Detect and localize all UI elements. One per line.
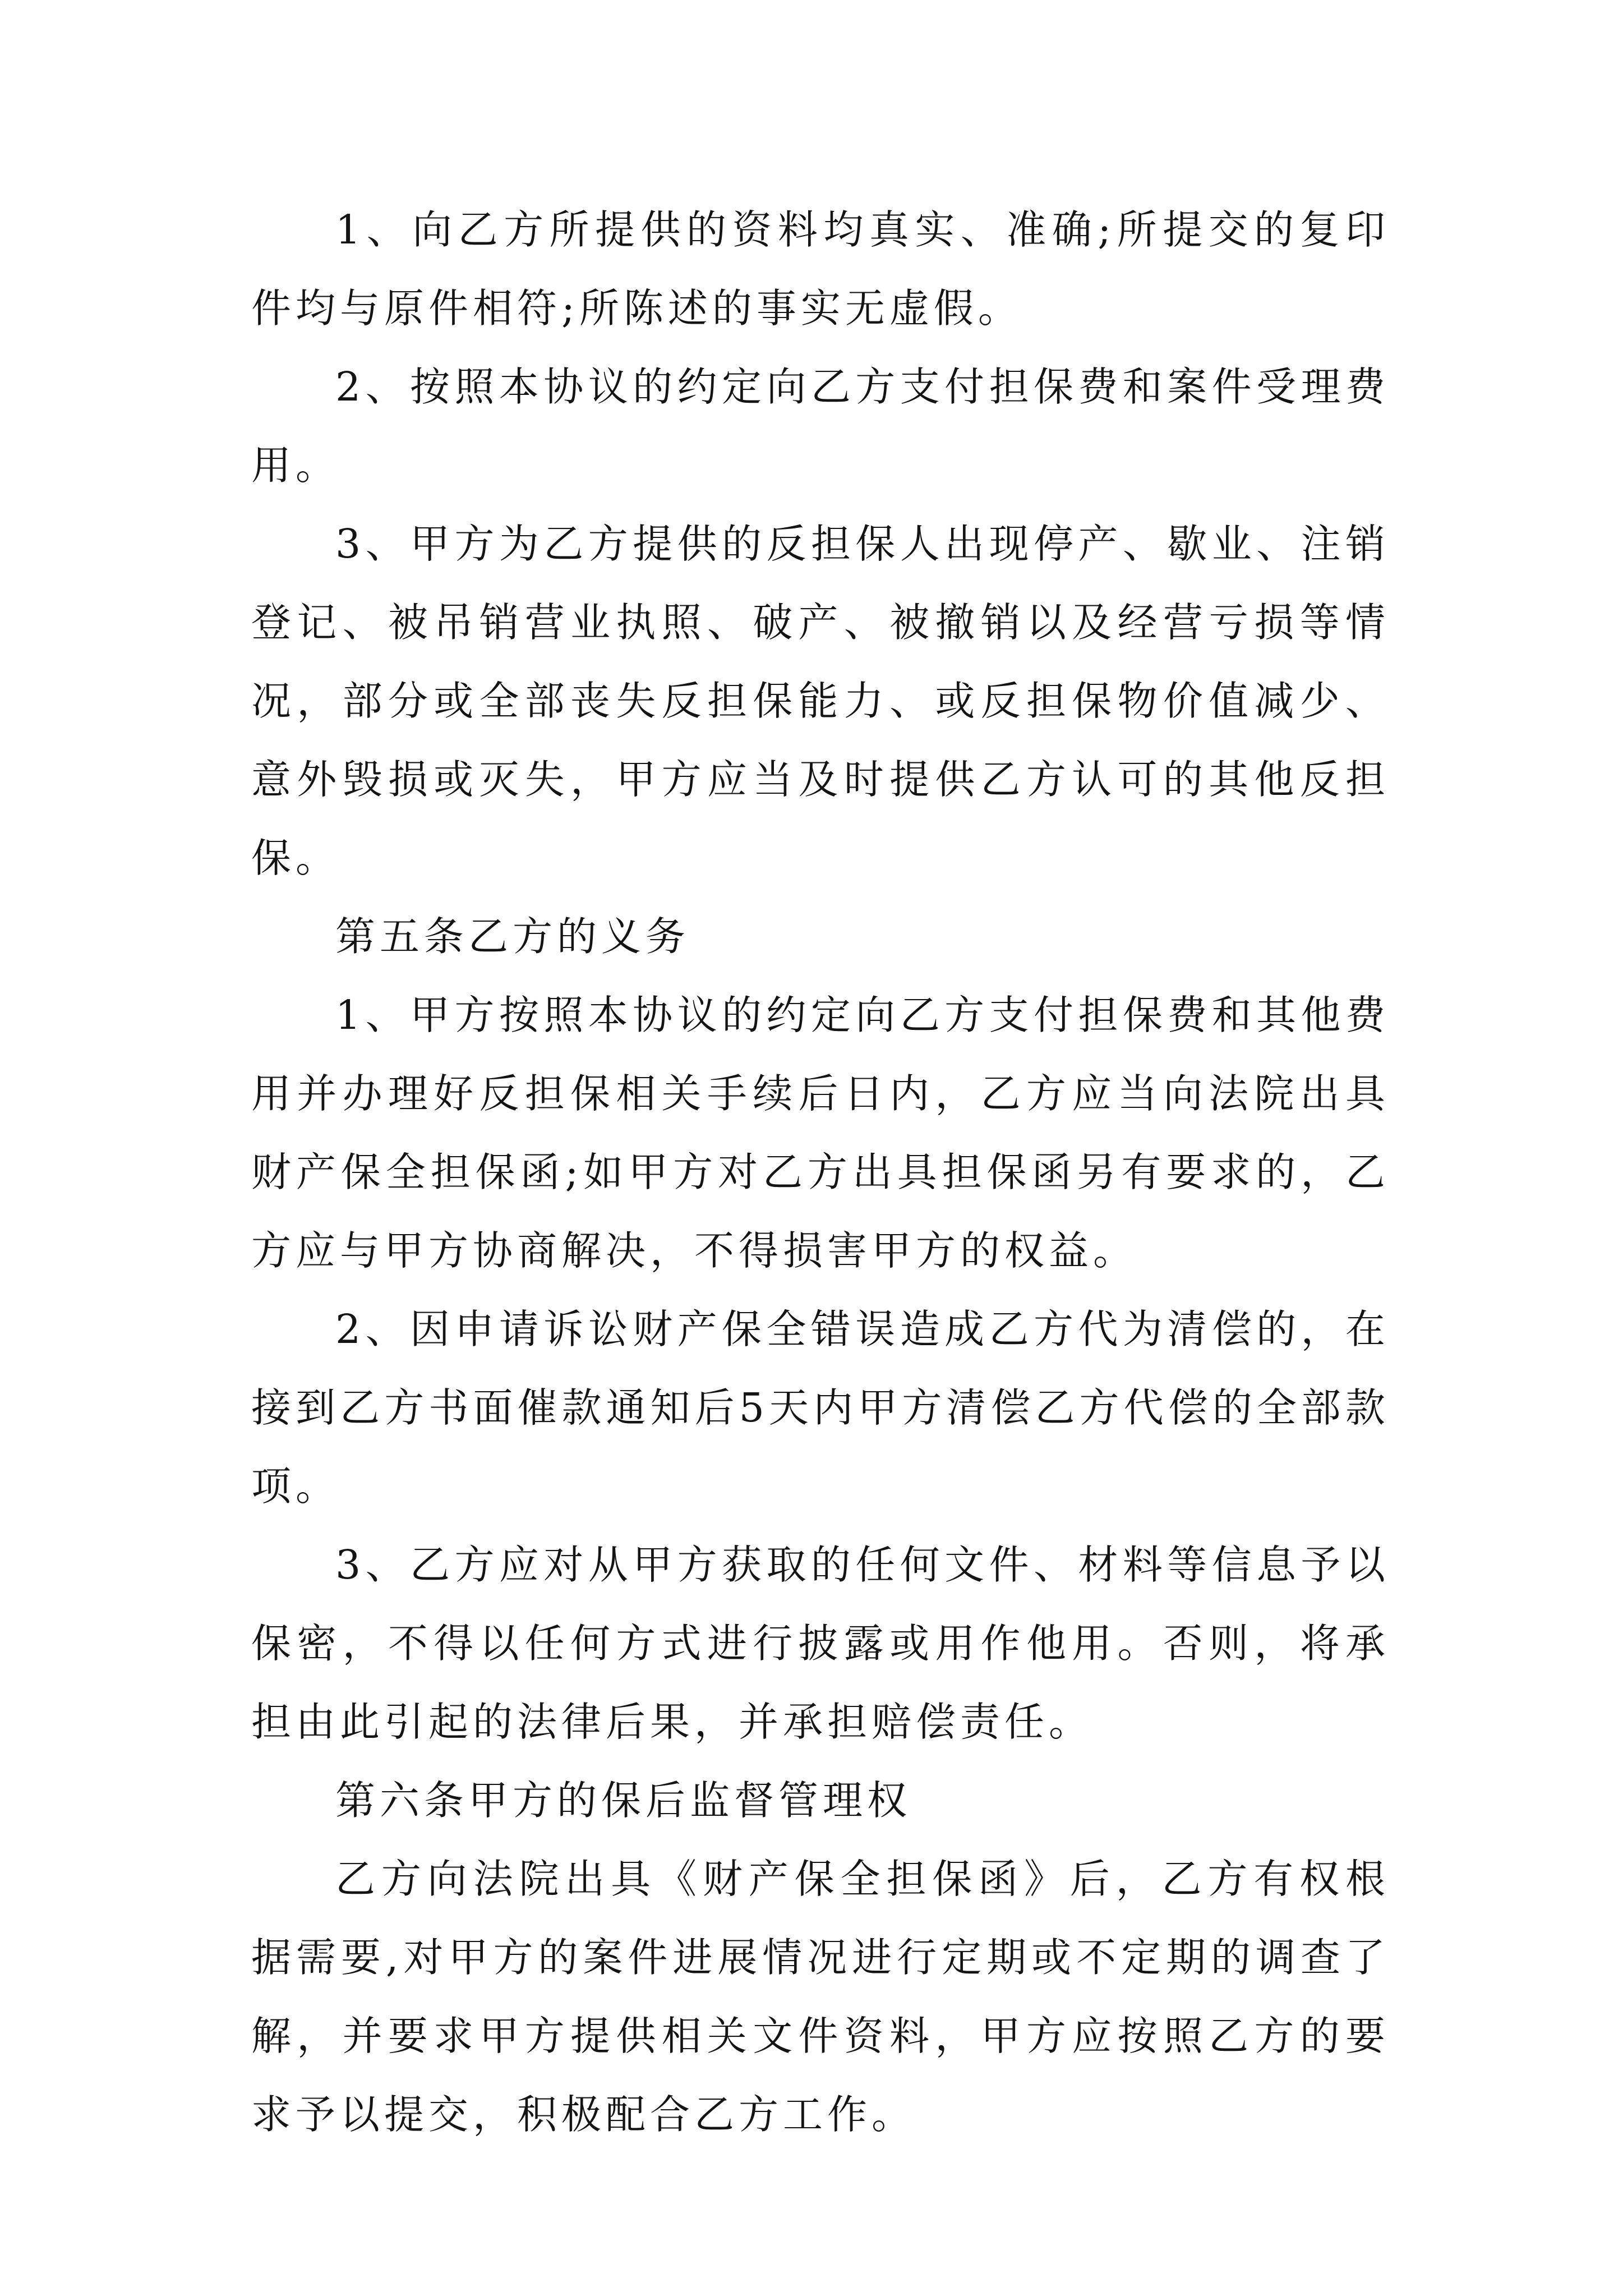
section-heading-article-5: 第五条乙方的义务 bbox=[335, 913, 690, 960]
document-body bbox=[251, 191, 1390, 2154]
paragraph-obligation-1: 1、向乙方所提供的资料均真实、准确;所提交的复印件均与原件相符;所陈述的事实无虚假。 bbox=[251, 206, 1390, 332]
section-heading-article-6: 第六条甲方的保后监督管理权 bbox=[335, 1777, 912, 1824]
paragraph-obligation-3: 3、甲方为乙方提供的反担保人出现停产、歇业、注销登记、被吊销营业执照、破产、被撤销以及经营亏损等情况，部分或全部丧失反担保能力、或反担保物价值减少、意外毁损或灭失，甲方应当及时提供乙方认可的其他反担保。 bbox=[251, 521, 1390, 881]
paragraph-article-5-item-1: 1、甲方按照本协议的约定向乙方支付担保费和其他费用并办理好反担保相关手续后日内，乙方应当向法院出具财产保全担保函;如甲方对乙方出具担保函另有要求的，乙方应与甲方协商解决，不得损害甲方的权益。 bbox=[251, 992, 1390, 1274]
paragraph-article-5-item-3: 3、乙方应对从甲方获取的任何文件、材料等信息予以保密，不得以任何方式进行披露或用作他用。否则，将承担由此引起的法律后果，并承担赔偿责任。 bbox=[251, 1542, 1390, 1745]
paragraph-article-6-body: 乙方向法院出具《财产保全担保函》后，乙方有权根据需要,对甲方的案件进展情况进行定期或不定期的调查了解，并要求甲方提供相关文件资料，甲方应按照乙方的要求予以提交，积极配合乙方工作。 bbox=[251, 1856, 1390, 2138]
paragraph-article-5-item-2: 2、因申请诉讼财产保全错误造成乙方代为清偿的，在接到乙方书面催款通知后5天内甲方清偿乙方代偿的全部款项。 bbox=[251, 1306, 1390, 1510]
paragraph-obligation-2: 2、按照本协议的约定向乙方支付担保费和案件受理费用。 bbox=[251, 364, 1390, 489]
